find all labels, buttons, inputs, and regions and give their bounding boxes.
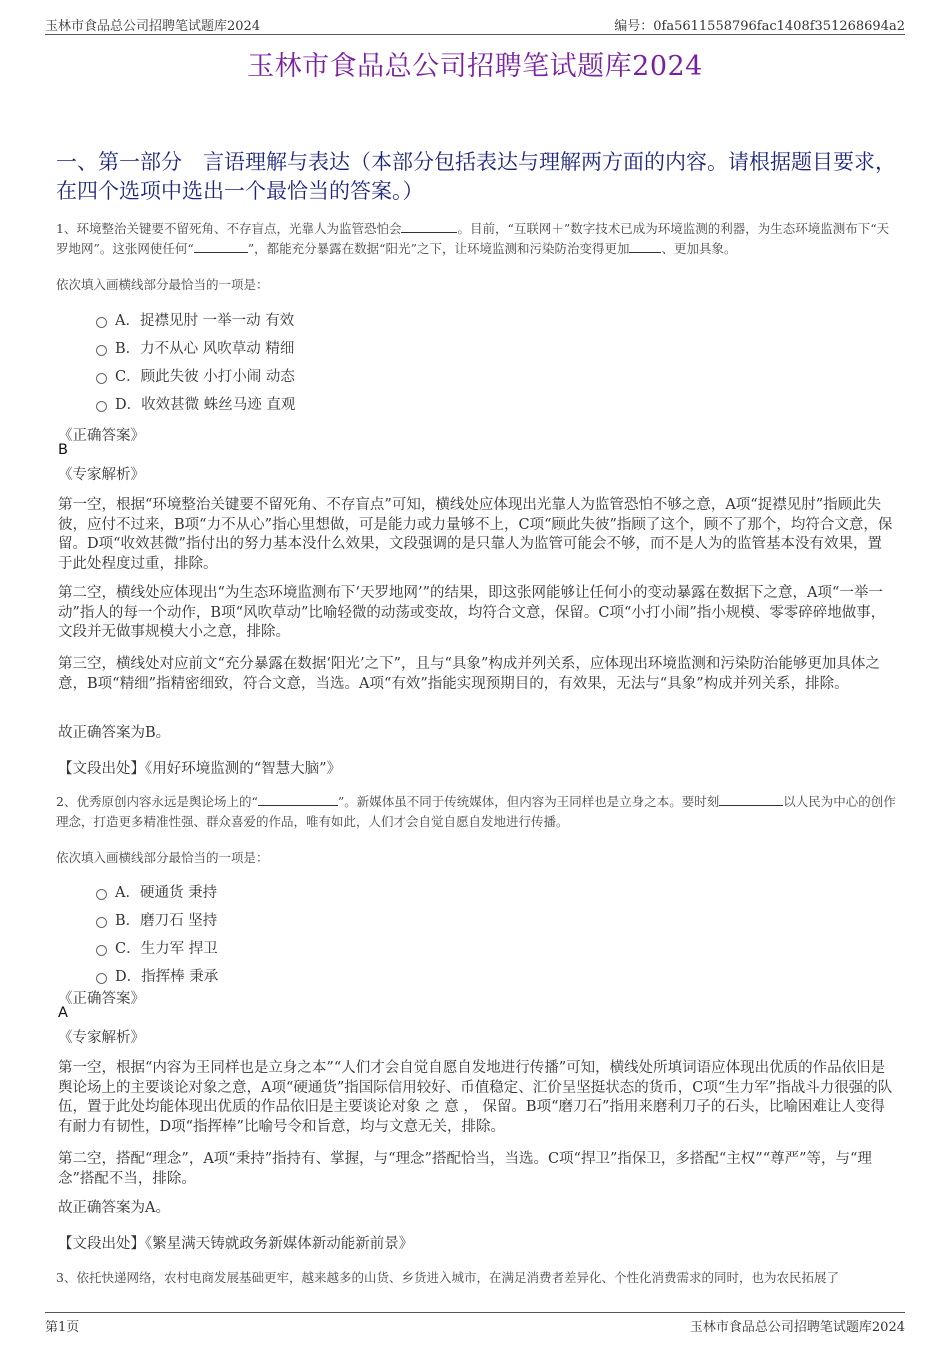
option-text: 生力军 捍卫 bbox=[140, 940, 218, 957]
question-1-part-3: ”，都能充分暴露在数据“阳光”之下，让环境监测和污染防治变得更加 bbox=[247, 241, 630, 256]
radio-button[interactable] bbox=[96, 317, 107, 328]
question-1-blank-1 bbox=[401, 219, 457, 233]
question-2-part-1: 2、优秀原创内容永远是舆论场上的“ bbox=[56, 794, 258, 809]
option-text: 捉襟见肘 一举一动 有效 bbox=[139, 312, 295, 329]
question-1-option-d[interactable] bbox=[96, 392, 295, 414]
question-1-part-1: 1、环境整治关键要不留死角、不存盲点，光靠人为监管恐怕会 bbox=[56, 221, 402, 236]
question-1-analysis-1: 第一空，根据“环境整治关键要不留死角、不存盲点”可知，横线处应体现出光靠人为监管恐怕不够之意，A项“捉襟见肘”指顾此失彼，应付不过来，B项“力不从心”指心里想做，可是能力或力量够不上，C项“顾此失彼”指顾了这个，顾不了那个，均符合文意，保留。D项“收效甚微”指付出的努力基本没什么效果，文段强调的是只靠人为监管可能会不够，而不是人为的监管基本没有效果，置于此处程度过重，排除。 bbox=[58, 497, 893, 572]
question-2-source: 【文段出处】《繁星满天铸就政务新媒体新动能新前景》 bbox=[58, 1236, 414, 1252]
question-1-answer-label: 《正确答案》 bbox=[58, 428, 145, 444]
radio-button[interactable] bbox=[96, 401, 107, 412]
radio-button[interactable] bbox=[96, 945, 107, 956]
option-key: B． bbox=[115, 340, 141, 357]
question-1-blank-2 bbox=[194, 239, 248, 253]
option-key: A． bbox=[115, 312, 140, 329]
question-1-conclusion: 故正确答案为B。 bbox=[58, 725, 171, 741]
option-text: 收效甚微 蛛丝马迹 直观 bbox=[141, 396, 296, 413]
question-2-part-3: 以人民为中心的创作理念，打造更多精准性强、群众喜爱的作品，唯有如此，人们才会自觉自愿自发地进行传播。 bbox=[56, 794, 896, 829]
question-1-option-c[interactable] bbox=[96, 364, 295, 386]
question-1-part-4: 、更加具象。 bbox=[661, 241, 737, 256]
question-3-text: 3、依托快递网络，农村电商发展基础更牢，越来越多的山货、乡货进入城市，在满足消费者差异化、个性化消费需求的同时，也为农民拓展了 bbox=[56, 1270, 839, 1285]
header-doc-name: 玉林市食品总公司招聘笔试题库2024 bbox=[45, 19, 261, 34]
question-2-answer-label: 《正确答案》 bbox=[58, 991, 145, 1007]
radio-button[interactable] bbox=[96, 973, 107, 984]
page-footer bbox=[45, 1312, 905, 1335]
radio-button[interactable] bbox=[96, 373, 107, 384]
radio-button[interactable] bbox=[96, 917, 107, 928]
question-1-analysis-2: 第二空，横线处应体现出“为生态环境监测布下‘天罗地网’”的结果，即这张网能够让任何小的变动暴露在数据下之意，A项“一举一动”指人的每一个动作，B项“风吹草动”比喻轻微的动荡或变故，均符合文意，保留。C项“小打小闹”指小规模、零零碎碎地做事，文段并无做事规模大小之意，排除。 bbox=[58, 585, 886, 641]
question-2-answer: A bbox=[58, 1005, 68, 1021]
question-1-prompt: 依次填入画横线部分最恰当的一项是： bbox=[56, 277, 269, 292]
question-2-option-b[interactable] bbox=[96, 908, 217, 930]
footer-doc-name: 玉林市食品总公司招聘笔试题库2024 bbox=[689, 1320, 905, 1335]
question-1-analysis-3: 第三空，横线处对应前文“充分暴露在数据‘阳光’之下”，且与“具象”构成并列关系，应体现出环境监测和污染防治能够更加具体之意，B项“精细”指精密细致，符合文意，当选。A项“有效”指能实现预期目的，有效果，无法与“具象”构成并列关系，排除。 bbox=[58, 656, 880, 692]
question-1-answer: B bbox=[58, 442, 68, 458]
question-1-blank-3 bbox=[629, 239, 661, 253]
option-text: 顾此失彼 小打小闹 动态 bbox=[140, 368, 295, 385]
option-key: C． bbox=[115, 368, 141, 385]
radio-button[interactable] bbox=[96, 345, 107, 356]
document-title: 玉林市食品总公司招聘笔试题库2024 bbox=[247, 51, 703, 82]
header-doc-id: 编号：0fa5611558796fac1408f351268694a2 bbox=[614, 19, 905, 34]
question-2-option-a[interactable] bbox=[96, 880, 217, 902]
option-text: 力不从心 风吹草动 精细 bbox=[140, 340, 295, 357]
question-1-source: 【文段出处】《用好环境监测的“智慧大脑”》 bbox=[58, 761, 342, 777]
question-1-option-b[interactable] bbox=[96, 336, 294, 358]
question-2-analysis-1: 第一空，根据“内容为王同样也是立身之本”“人们才会自觉自愿自发地进行传播”可知，横线处所填词语应体现出优质的作品依旧是舆论场上的主要谈论对象之意，A项“硬通货”指国际信用较好、币值稳定、汇价呈坚挺状态的货币，C项“生力军”指战斗力很强的队伍，置于此处均能体现出优质的作品依旧是主要谈论对象 之 意 ， 保留。B项“磨刀石”指用来磨利刀子的石头，比喻困难让人变得有耐力有韧性，D项“指挥棒”比喻号令和旨意，均与文意无关，排除。 bbox=[58, 1060, 893, 1135]
option-key: D． bbox=[115, 396, 142, 413]
option-text: 硬通货 秉持 bbox=[139, 884, 218, 901]
question-2-option-d[interactable] bbox=[96, 964, 218, 986]
question-1-option-a[interactable] bbox=[96, 308, 294, 330]
section-title: 一、第一部分 言语理解与表达（本部分包括表达与理解两方面的内容。请根据题目要求，在四个选项中选出一个最恰当的答案。） bbox=[56, 150, 896, 203]
question-2-analysis-2: 第二空，搭配“理念”，A项“秉持”指持有、掌握，与“理念”搭配恰当，当选。C项“捍卫”指保卫，多搭配“主权”“尊严”等，与“理念”搭配不当，排除。 bbox=[58, 1151, 872, 1187]
question-2-prompt: 依次填入画横线部分最恰当的一项是： bbox=[56, 850, 269, 865]
page-header bbox=[45, 14, 905, 35]
option-key: A． bbox=[115, 884, 140, 901]
option-text: 指挥棒 秉承 bbox=[141, 968, 219, 985]
question-2-analysis-label: 《专家解析》 bbox=[58, 1030, 145, 1046]
question-2-blank-2 bbox=[719, 792, 783, 806]
question-2-part-2: ”。新媒体虽不同于传统媒体，但内容为王同样也是立身之本。要时刻 bbox=[337, 794, 720, 809]
question-2-blank-1 bbox=[258, 792, 338, 806]
question-1-text bbox=[56, 219, 901, 259]
question-2-option-c[interactable] bbox=[96, 936, 218, 958]
option-key: B． bbox=[115, 912, 141, 929]
radio-button[interactable] bbox=[96, 889, 107, 900]
page-number: 第1页 bbox=[45, 1320, 80, 1335]
question-2-conclusion: 故正确答案为A。 bbox=[58, 1200, 170, 1216]
option-key: D． bbox=[115, 968, 142, 985]
option-key: C． bbox=[115, 940, 141, 957]
question-2-text bbox=[56, 792, 901, 832]
question-1-part-2: 。目前，“互联网＋”数字技术已成为环境监测的利器，为生态环境监测布下“天罗地网”。这张网使任何“ bbox=[56, 221, 890, 256]
question-1-analysis-label: 《专家解析》 bbox=[58, 467, 145, 483]
option-text: 磨刀石 坚持 bbox=[140, 912, 218, 929]
